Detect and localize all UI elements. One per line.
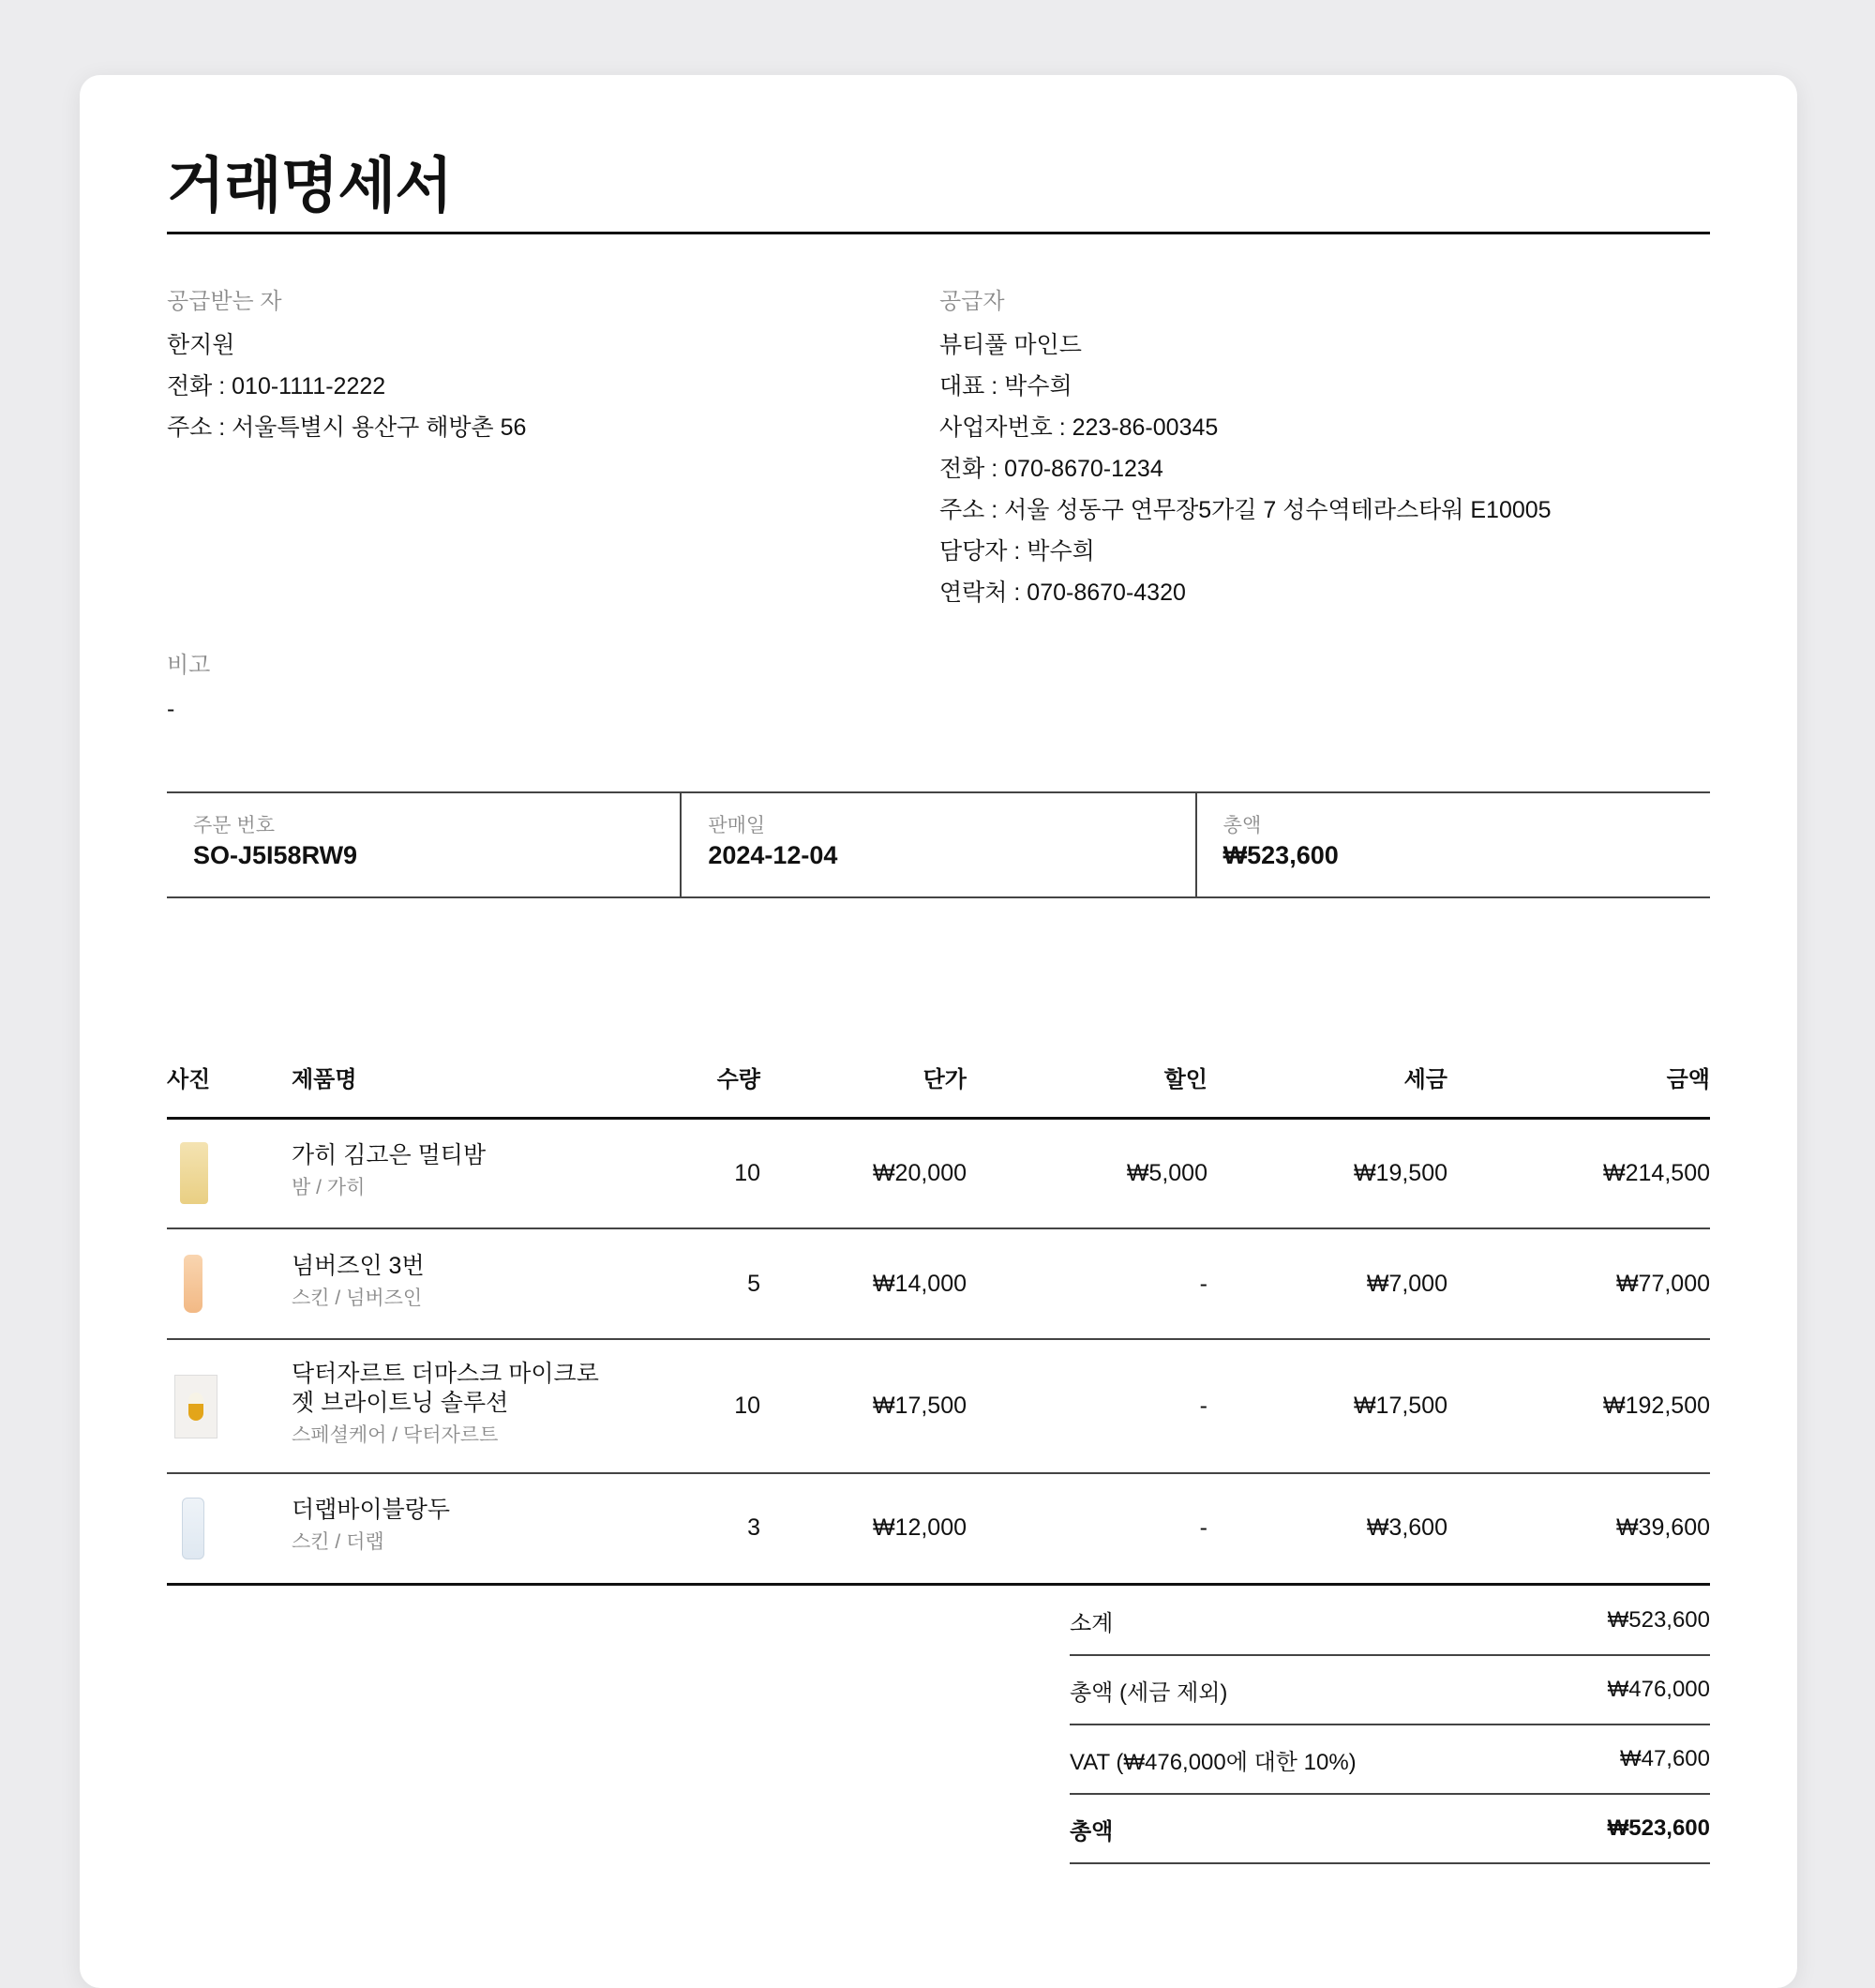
product-name-cell — [292, 1473, 667, 1584]
subtotal-value: ₩523,600 — [1607, 1607, 1710, 1633]
vat-row — [1070, 1725, 1710, 1795]
product-name: 넘버즈인 3번 — [292, 1252, 425, 1279]
subtotal-row — [1070, 1587, 1710, 1656]
order-number-label: 주문 번호 — [193, 815, 275, 836]
table-row — [167, 1118, 1710, 1228]
unit-price-cell: ₩14,000 — [760, 1228, 967, 1339]
mask-pack-image — [174, 1375, 218, 1438]
product-name: 더랩바이블랑두 — [292, 1497, 451, 1524]
total-excl-tax-value: ₩476,000 — [1607, 1677, 1710, 1702]
discount-cell: ₩5,000 — [967, 1118, 1208, 1228]
discount-cell: - — [967, 1228, 1208, 1339]
table-row — [167, 1228, 1710, 1339]
supplier-label: 공급자 — [939, 289, 1005, 314]
col-tax: 세금 — [1208, 1043, 1448, 1118]
grand-total-row — [1070, 1795, 1710, 1864]
product-category: 밤 / 가히 — [292, 1176, 366, 1198]
subtotal-label: 소계 — [1070, 1610, 1114, 1636]
col-unit-price: 단가 — [760, 1043, 967, 1118]
recipient-address: 주소 : 서울특별시 용산구 해방촌 56 — [167, 414, 527, 441]
table-header-row — [167, 1043, 1710, 1118]
total-cell — [1195, 793, 1710, 896]
product-category: 스킨 / 더랩 — [292, 1531, 384, 1554]
product-category: 스킨 / 넘버즈인 — [292, 1287, 423, 1309]
tax-cell: ₩19,500 — [1208, 1118, 1448, 1228]
memo-label: 비고 — [167, 653, 211, 678]
amount-cell: ₩77,000 — [1448, 1228, 1710, 1339]
order-number-value: SO-J5I58RW9 — [193, 841, 358, 869]
unit-price-cell: ₩12,000 — [760, 1473, 967, 1584]
memo-section — [167, 647, 210, 730]
invoice-card — [80, 75, 1797, 1988]
vat-value: ₩47,600 — [1619, 1746, 1710, 1771]
shampoo-bottle-image — [182, 1498, 204, 1559]
product-name: 닥터자르트 더마스크 마이크로젯 브라이트닝 솔루션 — [292, 1360, 599, 1416]
memo-value: - — [167, 696, 175, 722]
supplier-section — [939, 283, 1552, 613]
supplier-ceo: 대표 : 박수희 — [939, 373, 1072, 399]
summary-section — [1070, 1587, 1710, 1864]
unit-price-cell: ₩20,000 — [760, 1118, 967, 1228]
grand-total-value: ₩523,600 — [1607, 1815, 1710, 1841]
amount-cell: ₩39,600 — [1448, 1473, 1710, 1584]
total-value: ₩523,600 — [1222, 841, 1339, 869]
recipient-phone: 전화 : 010-1111-2222 — [167, 373, 386, 399]
sale-date-label: 판매일 — [708, 815, 766, 836]
toner-bottle-image — [184, 1255, 202, 1313]
qty-cell: 5 — [667, 1228, 760, 1339]
supplier-contact: 연락처 : 070-8670-4320 — [939, 580, 1186, 606]
col-qty: 수량 — [667, 1043, 760, 1118]
col-discount: 할인 — [967, 1043, 1208, 1118]
table-row — [167, 1473, 1710, 1584]
recipient-section — [167, 283, 526, 448]
vat-label: VAT (₩476,000에 대한 10%) — [1070, 1749, 1357, 1775]
supplier-manager: 담당자 : 박수희 — [939, 538, 1095, 565]
order-number-cell — [167, 793, 680, 896]
supplier-biz-no: 사업자번호 : 223-86-00345 — [939, 414, 1219, 441]
tax-cell: ₩3,600 — [1208, 1473, 1448, 1584]
qty-cell: 3 — [667, 1473, 760, 1584]
product-category: 스페셜케어 / 닥터자르트 — [292, 1423, 499, 1446]
product-photo-cell — [167, 1118, 292, 1228]
amount-cell: ₩192,500 — [1448, 1339, 1710, 1473]
col-photo: 사진 — [167, 1043, 292, 1118]
col-amount: 금액 — [1448, 1043, 1710, 1118]
total-label: 총액 — [1222, 815, 1262, 836]
recipient-label: 공급받는 자 — [167, 289, 282, 314]
col-product-name: 제품명 — [292, 1043, 667, 1118]
sale-date-value: 2024-12-04 — [708, 841, 838, 869]
title-divider — [167, 232, 1710, 234]
product-name: 가히 김고은 멀티밤 — [292, 1141, 487, 1168]
tax-cell: ₩7,000 — [1208, 1228, 1448, 1339]
discount-cell: - — [967, 1339, 1208, 1473]
amount-cell: ₩214,500 — [1448, 1118, 1710, 1228]
grand-total-label: 총액 — [1070, 1818, 1114, 1845]
product-name-cell — [292, 1118, 667, 1228]
table-row — [167, 1339, 1710, 1473]
unit-price-cell: ₩17,500 — [760, 1339, 967, 1473]
supplier-name: 뷰티풀 마인드 — [939, 332, 1082, 358]
sale-date-cell — [680, 793, 1194, 896]
qty-cell: 10 — [667, 1118, 760, 1228]
total-excl-tax-row — [1070, 1656, 1710, 1725]
order-info-strip — [167, 791, 1710, 898]
product-photo-cell — [167, 1473, 292, 1584]
recipient-name: 한지원 — [167, 332, 235, 358]
discount-cell: - — [967, 1473, 1208, 1584]
supplier-address: 주소 : 서울 성동구 연무장5가길 7 성수역테라스타워 E10005 — [939, 497, 1552, 523]
total-excl-tax-label: 총액 (세금 제외) — [1070, 1679, 1228, 1706]
supplier-phone: 전화 : 070-8670-1234 — [939, 456, 1163, 482]
tax-cell: ₩17,500 — [1208, 1339, 1448, 1473]
qty-cell: 10 — [667, 1339, 760, 1473]
product-photo-cell — [167, 1228, 292, 1339]
page-title: 거래명세서 — [167, 152, 453, 219]
product-photo-cell — [167, 1339, 292, 1473]
items-table — [167, 1043, 1710, 1586]
product-name-cell — [292, 1339, 667, 1473]
product-name-cell — [292, 1228, 667, 1339]
balm-stick-image — [180, 1142, 208, 1204]
